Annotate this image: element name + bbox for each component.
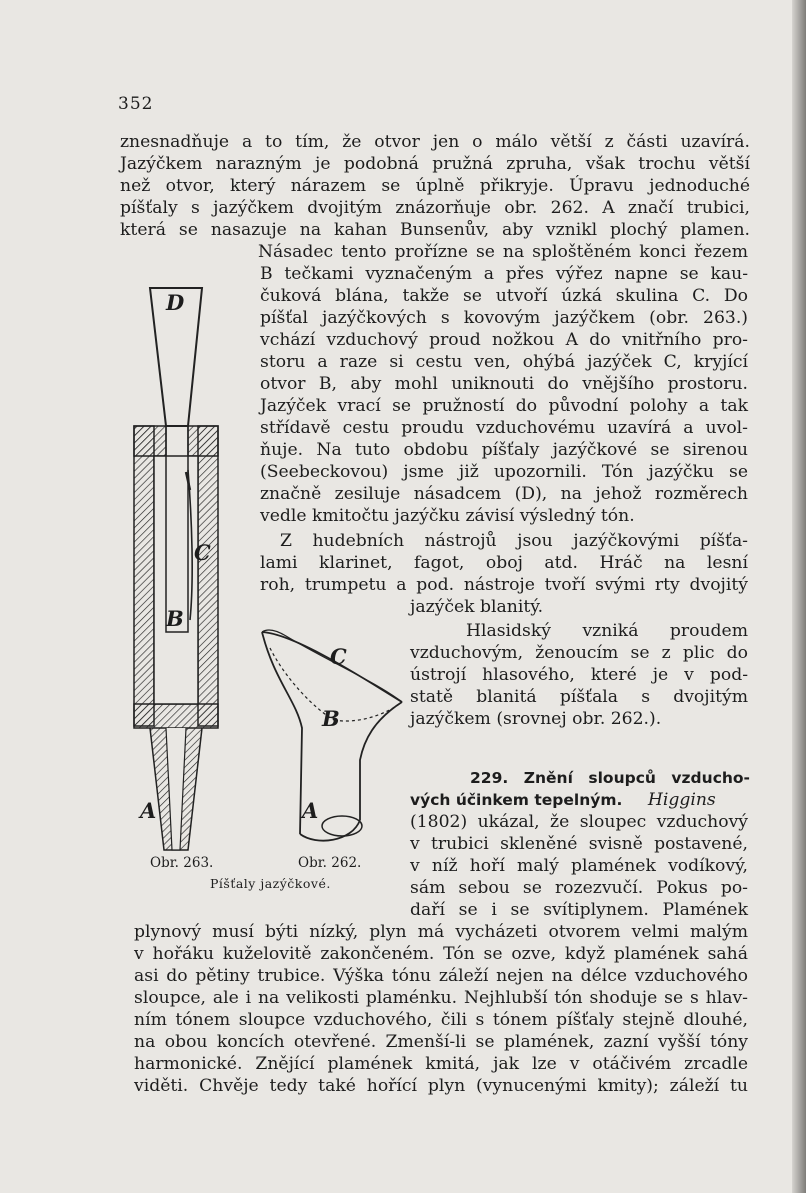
text-line: v trubici skleněné svisně postavené, [410,834,748,854]
text-line: střídavě cestu proudu vzduchovému uzavírá a uvol- [260,418,748,438]
label-262-B: B [322,706,340,731]
text-line: (1802) ukázal, že sloupec vzduchový [410,812,748,832]
text-line: ústrojí hlasového, které je v pod- [410,665,748,685]
figure-263-reed-pipe [120,280,230,860]
text-line: harmonické. Znějící plamének kmitá, jak lze v otáčivém zrcadle [134,1054,748,1074]
text-line: asi do pětiny trubice. Výška tónu záleží nejen na délce vzduchového [134,966,748,986]
caption-262: Obr. 262. [298,855,362,871]
text-line: B tečkami vyznačeným a přes výřez napne se kau- [260,264,748,284]
text-line: značně zesiluje násadcem (D), na jehož rozměrech [260,484,748,504]
text-line: v níž hoří malý plamének vodíkový, [410,856,748,876]
text-line: Jazýčkem narazným je podobná pružná zpruha, však trochu větší [120,154,750,174]
caption-263: Obr. 263. [150,855,214,871]
text-line: Z hudebních nástrojů jsou jazýčkovými píšťa- [280,531,748,551]
text-line: statě blanitá píšťala s dvojitým [410,687,748,707]
label-263-B: B [166,606,184,631]
text-line: jazýček blanitý. [410,597,544,617]
text-line: Jazýček vrací se pružností do původní polohy a tak [260,396,748,416]
text-line: lami klarinet, fagot, oboj atd. Hráč na lesní [260,553,748,573]
text-line: storu a raze si cestu ven, ohýbá jazýček C, kryjící [260,352,748,372]
text-line: ňuje. Na tuto obdobu píšťaly jazýčkové se sirenou [260,440,748,460]
label-263-A: A [140,798,157,823]
text-line: Hlasidský vzniká proudem [466,621,748,641]
text-line: píšťal jazýčkových s kovovým jazýčkem (obr. 263.) [260,308,748,328]
text-line: sám sebou se rozezvučí. Pokus po- [410,878,748,898]
text-line: ním tónem sloupce vzduchového, čili s tónem píšťaly stejně dlouhé, [134,1010,748,1030]
label-262-A: A [302,798,319,823]
text-line: (Seebeckovou) jsme již upozornili. Tón jazýčku se [260,462,748,482]
text-line: jazýčkem (srovnej obr. 262.). [410,709,662,729]
text-line: plynový musí býti nízký, plyn má vycházeti otvorem velmi malým [134,922,748,942]
page-number: 352 [118,94,154,114]
section-heading-cont: vých účinkem tepelným. [410,791,623,809]
text-line: která se nasazuje na kahan Bunsenův, aby vznikl plochý plamen. [120,220,750,240]
caption-common: Píšťaly jazýčkové. [210,876,331,891]
text-line: píšťaly s jazýčkem dvojitým znázorňuje obr. 262. A značí trubici, [120,198,750,218]
section-heading: 229. Znění sloupců vzducho- [470,769,750,787]
text-line: roh, trumpetu a pod. nástroje tvoří svými rty dvojitý [260,575,748,595]
text-line: viděti. Chvěje tedy také hořící plyn (vynucenými kmity); záleží tu [134,1076,748,1096]
text-line: sloupce, ale i na velikosti plaménku. Nejhlubší tón shoduje se s hlav- [134,988,748,1008]
section-heading-line-2 [410,789,750,811]
text-line: vchází vzduchový proud nožkou A do vnitřního pro- [260,330,748,350]
text-line: Násadec tento proříznе se na sploštěném konci řezem [258,242,748,262]
label-262-C: C [330,644,347,669]
text-line: vzduchovým, ženoucím se z plic do [410,643,748,663]
label-263-C: C [194,540,211,565]
text-line: čuková blána, takže se utvoří úzká skulina C. Do [260,286,748,306]
text-line: v hořáku kuželovitě zakončeném. Tón se ozve, když plamének sahá [134,944,748,964]
text-line: vedle kmitočtu jazýčku závisí výsledný tón. [260,506,635,526]
text-line: na obou koncích otevřené. Zmenší-li se plamének, zazní vyšší tóny [134,1032,748,1052]
author-name: Higgins [647,790,716,810]
text-line: daří se i se svítiplynem. Plamének [410,900,748,920]
text-line: otvor B, aby mohl uniknouti do vnějšího prostoru. [260,374,748,394]
text-line: než otvor, který nárazem se úplně přikryje. Úpravu jednoduché [120,176,750,196]
text-line: znesnadňuje a to tím, že otvor jen o málo větší z části uzavírá. [120,132,750,152]
page-edge-shadow [792,0,806,1193]
label-263-D: D [166,290,185,315]
